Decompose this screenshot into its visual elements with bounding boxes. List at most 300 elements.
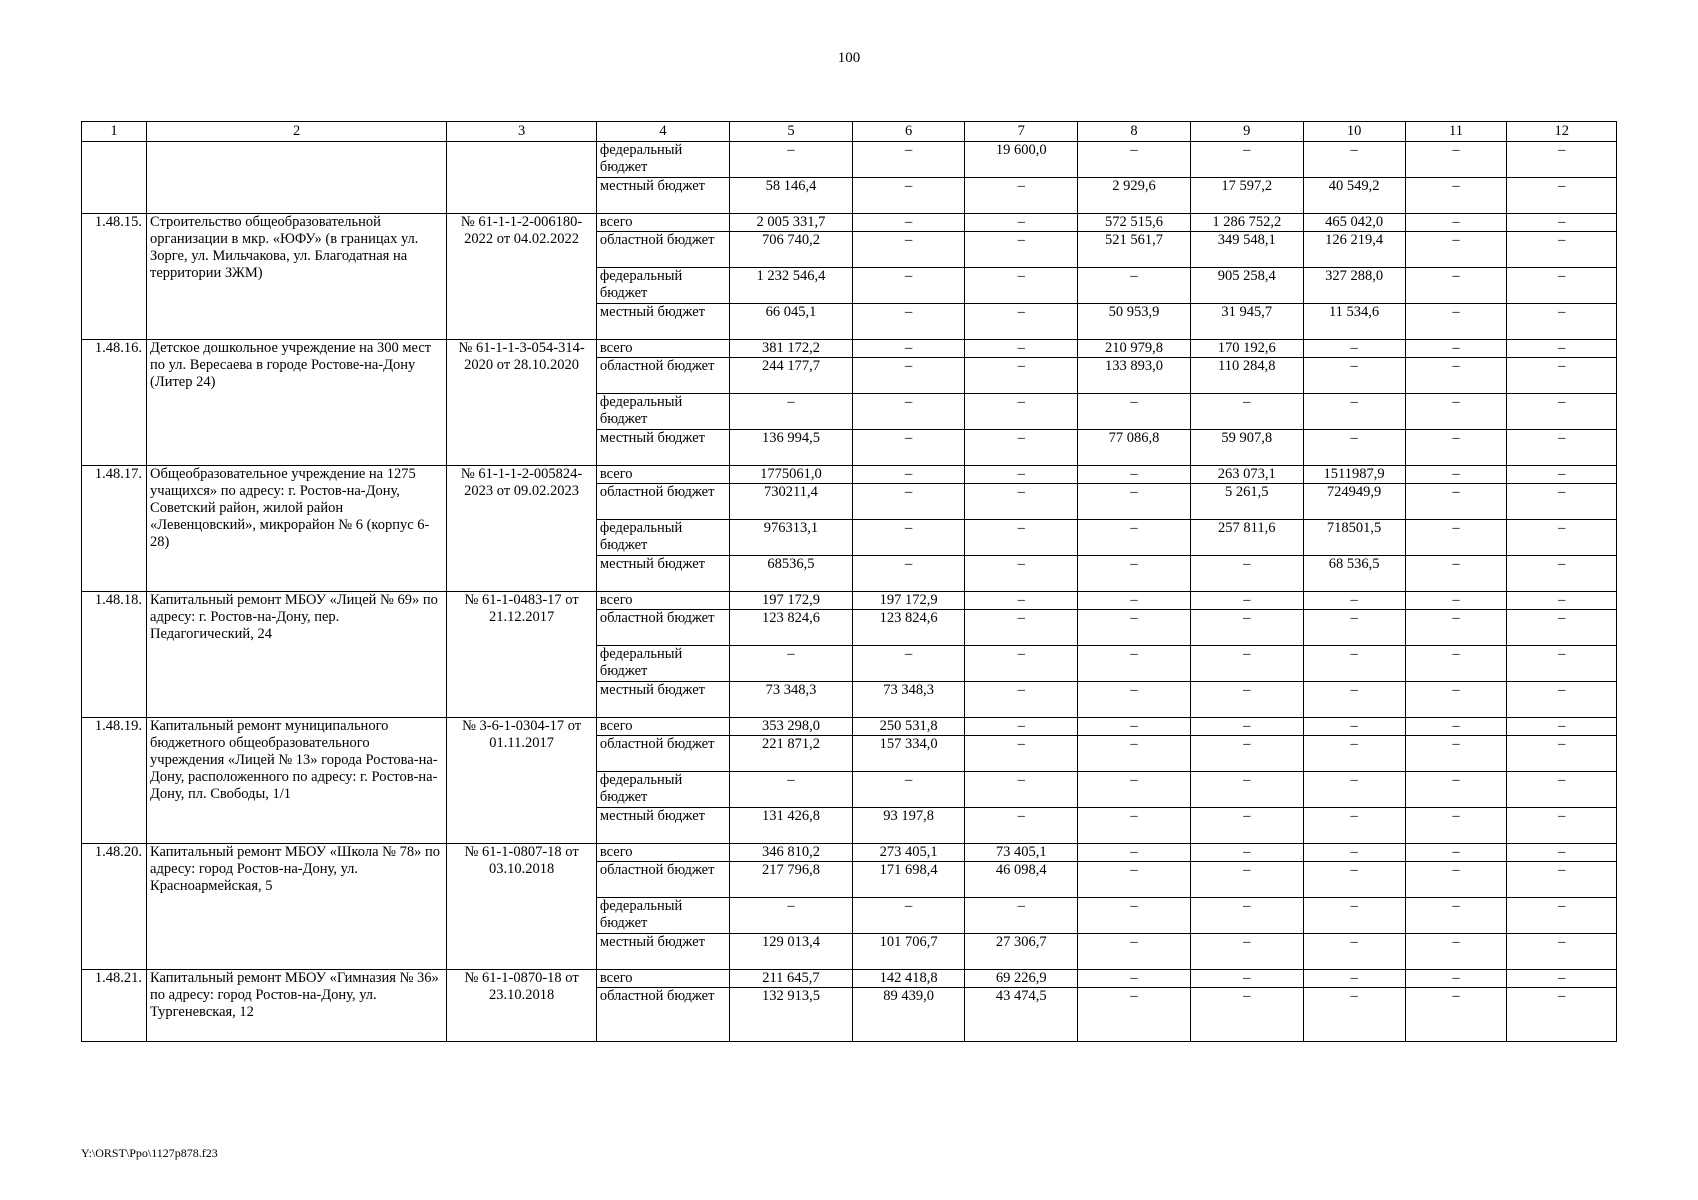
- funding-source: местный бюджет: [596, 304, 729, 340]
- value-cell: –: [965, 178, 1078, 214]
- value-cell: –: [1507, 844, 1617, 862]
- value-cell: –: [1078, 718, 1191, 736]
- value-cell: –: [1078, 484, 1191, 520]
- value-cell: 27 306,7: [965, 934, 1078, 970]
- document-number: № 61-1-1-3-054-314-2020 от 28.10.2020: [447, 340, 597, 466]
- value-cell: –: [852, 178, 965, 214]
- value-cell: –: [1190, 646, 1303, 682]
- value-cell: –: [965, 268, 1078, 304]
- value-cell: –: [1303, 340, 1405, 358]
- value-cell: 110 284,8: [1190, 358, 1303, 394]
- column-number: 12: [1507, 122, 1617, 142]
- budget-table: [81, 121, 1617, 1042]
- value-cell: 170 192,6: [1190, 340, 1303, 358]
- value-cell: –: [1303, 394, 1405, 430]
- value-cell: 171 698,4: [852, 862, 965, 898]
- value-cell: –: [1405, 808, 1507, 844]
- value-cell: –: [1405, 430, 1507, 466]
- value-cell: –: [1078, 934, 1191, 970]
- value-cell: 31 945,7: [1190, 304, 1303, 340]
- value-cell: –: [1405, 772, 1507, 808]
- item-number: 1.48.21.: [82, 970, 147, 1042]
- value-cell: 1775061,0: [730, 466, 852, 484]
- table-row: [82, 718, 1617, 736]
- value-cell: –: [1190, 556, 1303, 592]
- value-cell: –: [965, 484, 1078, 520]
- value-cell: –: [1078, 682, 1191, 718]
- value-cell: 43 474,5: [965, 988, 1078, 1042]
- value-cell: 718501,5: [1303, 520, 1405, 556]
- column-number: 4: [596, 122, 729, 142]
- funding-source: местный бюджет: [596, 934, 729, 970]
- value-cell: 349 548,1: [1190, 232, 1303, 268]
- value-cell: –: [1303, 430, 1405, 466]
- value-cell: –: [965, 358, 1078, 394]
- column-number: 7: [965, 122, 1078, 142]
- value-cell: –: [1507, 970, 1617, 988]
- funding-source: федеральный бюджет: [596, 394, 729, 430]
- value-cell: –: [1405, 934, 1507, 970]
- value-cell: –: [1190, 610, 1303, 646]
- value-cell: –: [1190, 736, 1303, 772]
- funding-source: федеральный бюджет: [596, 898, 729, 934]
- value-cell: –: [1190, 142, 1303, 178]
- value-cell: –: [1507, 394, 1617, 430]
- item-number: 1.48.15.: [82, 214, 147, 340]
- value-cell: –: [1405, 682, 1507, 718]
- value-cell: –: [1405, 520, 1507, 556]
- object-name: Общеобразовательное учреждение на 1275 учащихся» по адресу: г. Ростов-на-Дону, Советский район, жилой район «Левенцовский», микрорайон № 6 (корпус 6-28): [147, 466, 447, 592]
- value-cell: 250 531,8: [852, 718, 965, 736]
- value-cell: –: [965, 898, 1078, 934]
- document-number: № 61-1-0807-18 от 03.10.2018: [447, 844, 597, 970]
- column-number: 8: [1078, 122, 1191, 142]
- value-cell: –: [1190, 988, 1303, 1042]
- value-cell: –: [1507, 772, 1617, 808]
- value-cell: –: [1507, 556, 1617, 592]
- value-cell: 19 600,0: [965, 142, 1078, 178]
- value-cell: 58 146,4: [730, 178, 852, 214]
- value-cell: –: [1507, 142, 1617, 178]
- object-name: Строительство общеобразовательной организации в мкр. «ЮФУ» (в границах ул. Зорге, ул. Мильчакова, ул. Благодатная на территории ЗЖМ): [147, 214, 447, 340]
- value-cell: –: [1507, 592, 1617, 610]
- value-cell: –: [852, 358, 965, 394]
- empty-cell: [82, 142, 147, 214]
- value-cell: 465 042,0: [1303, 214, 1405, 232]
- value-cell: –: [1405, 862, 1507, 898]
- value-cell: 346 810,2: [730, 844, 852, 862]
- value-cell: 706 740,2: [730, 232, 852, 268]
- value-cell: –: [1190, 394, 1303, 430]
- value-cell: –: [1507, 304, 1617, 340]
- value-cell: –: [965, 556, 1078, 592]
- value-cell: –: [1405, 358, 1507, 394]
- value-cell: 521 561,7: [1078, 232, 1191, 268]
- table-row: [82, 214, 1617, 232]
- value-cell: –: [1405, 484, 1507, 520]
- value-cell: –: [1190, 808, 1303, 844]
- value-cell: –: [965, 430, 1078, 466]
- column-number: 1: [82, 122, 147, 142]
- value-cell: 142 418,8: [852, 970, 965, 988]
- value-cell: –: [965, 610, 1078, 646]
- value-cell: 17 597,2: [1190, 178, 1303, 214]
- funding-source: областной бюджет: [596, 988, 729, 1042]
- column-number: 10: [1303, 122, 1405, 142]
- value-cell: 381 172,2: [730, 340, 852, 358]
- value-cell: –: [1507, 340, 1617, 358]
- value-cell: 133 893,0: [1078, 358, 1191, 394]
- value-cell: –: [1405, 556, 1507, 592]
- value-cell: –: [1190, 898, 1303, 934]
- value-cell: –: [1405, 232, 1507, 268]
- funding-source: федеральный бюджет: [596, 268, 729, 304]
- item-number: 1.48.18.: [82, 592, 147, 718]
- value-cell: –: [852, 466, 965, 484]
- value-cell: 77 086,8: [1078, 430, 1191, 466]
- value-cell: 11 534,6: [1303, 304, 1405, 340]
- value-cell: –: [1405, 592, 1507, 610]
- value-cell: 2 929,6: [1078, 178, 1191, 214]
- value-cell: –: [1405, 718, 1507, 736]
- value-cell: –: [1303, 718, 1405, 736]
- value-cell: –: [1078, 556, 1191, 592]
- value-cell: –: [1303, 646, 1405, 682]
- page-number: 100: [837, 50, 861, 66]
- value-cell: –: [1405, 610, 1507, 646]
- value-cell: –: [852, 520, 965, 556]
- object-name: Капитальный ремонт МБОУ «Гимназия № 36» по адресу: город Ростов-на-Дону, ул. Тургеневская, 12: [147, 970, 447, 1042]
- value-cell: –: [852, 142, 965, 178]
- value-cell: –: [1190, 682, 1303, 718]
- value-cell: 89 439,0: [852, 988, 965, 1042]
- item-number: 1.48.19.: [82, 718, 147, 844]
- table-row: [82, 142, 1617, 178]
- value-cell: –: [1405, 988, 1507, 1042]
- funding-source: федеральный бюджет: [596, 646, 729, 682]
- value-cell: –: [1507, 736, 1617, 772]
- document-number: № 61-1-1-2-006180-2022 от 04.02.2022: [447, 214, 597, 340]
- value-cell: –: [1078, 844, 1191, 862]
- funding-source: областной бюджет: [596, 610, 729, 646]
- column-number: 3: [447, 122, 597, 142]
- value-cell: –: [1078, 970, 1191, 988]
- value-cell: 730211,4: [730, 484, 852, 520]
- value-cell: 976313,1: [730, 520, 852, 556]
- funding-source: местный бюджет: [596, 178, 729, 214]
- value-cell: –: [1078, 466, 1191, 484]
- value-cell: –: [1507, 232, 1617, 268]
- value-cell: 69 226,9: [965, 970, 1078, 988]
- value-cell: –: [1507, 268, 1617, 304]
- funding-source: всего: [596, 340, 729, 358]
- value-cell: 131 426,8: [730, 808, 852, 844]
- value-cell: –: [1078, 808, 1191, 844]
- value-cell: 244 177,7: [730, 358, 852, 394]
- value-cell: –: [852, 232, 965, 268]
- value-cell: –: [1303, 142, 1405, 178]
- funding-source: областной бюджет: [596, 736, 729, 772]
- value-cell: 353 298,0: [730, 718, 852, 736]
- value-cell: –: [1405, 394, 1507, 430]
- column-number: 2: [147, 122, 447, 142]
- value-cell: –: [1405, 340, 1507, 358]
- item-number: 1.48.17.: [82, 466, 147, 592]
- empty-cell: [147, 142, 447, 214]
- value-cell: –: [852, 304, 965, 340]
- value-cell: 5 261,5: [1190, 484, 1303, 520]
- funding-source: всего: [596, 466, 729, 484]
- value-cell: –: [852, 430, 965, 466]
- value-cell: –: [1303, 682, 1405, 718]
- document-number: № 61-1-1-2-005824-2023 от 09.02.2023: [447, 466, 597, 592]
- value-cell: –: [1507, 988, 1617, 1042]
- value-cell: –: [1190, 970, 1303, 988]
- value-cell: –: [1303, 898, 1405, 934]
- funding-source: федеральный бюджет: [596, 520, 729, 556]
- value-cell: –: [965, 340, 1078, 358]
- value-cell: –: [852, 898, 965, 934]
- value-cell: 273 405,1: [852, 844, 965, 862]
- value-cell: –: [965, 718, 1078, 736]
- value-cell: –: [1303, 610, 1405, 646]
- value-cell: 1 232 546,4: [730, 268, 852, 304]
- value-cell: –: [965, 394, 1078, 430]
- funding-source: всего: [596, 214, 729, 232]
- document-number: № 61-1-0870-18 от 23.10.2018: [447, 970, 597, 1042]
- document-number: № 61-1-0483-17 от 21.12.2017: [447, 592, 597, 718]
- value-cell: –: [1405, 304, 1507, 340]
- value-cell: –: [1507, 718, 1617, 736]
- value-cell: 572 515,6: [1078, 214, 1191, 232]
- funding-source: областной бюджет: [596, 484, 729, 520]
- value-cell: –: [1405, 178, 1507, 214]
- value-cell: 217 796,8: [730, 862, 852, 898]
- funding-source: областной бюджет: [596, 232, 729, 268]
- value-cell: 40 549,2: [1303, 178, 1405, 214]
- value-cell: –: [1078, 898, 1191, 934]
- value-cell: 327 288,0: [1303, 268, 1405, 304]
- funding-source: областной бюджет: [596, 358, 729, 394]
- value-cell: –: [1078, 772, 1191, 808]
- funding-source: всего: [596, 718, 729, 736]
- table-row: [82, 970, 1617, 988]
- column-number: 5: [730, 122, 852, 142]
- value-cell: –: [965, 304, 1078, 340]
- value-cell: –: [965, 592, 1078, 610]
- value-cell: –: [1303, 862, 1405, 898]
- value-cell: –: [730, 646, 852, 682]
- value-cell: –: [1303, 808, 1405, 844]
- value-cell: –: [1303, 970, 1405, 988]
- value-cell: –: [1405, 214, 1507, 232]
- funding-source: местный бюджет: [596, 808, 729, 844]
- value-cell: –: [1078, 736, 1191, 772]
- value-cell: 210 979,8: [1078, 340, 1191, 358]
- table-row: [82, 466, 1617, 484]
- value-cell: 68 536,5: [1303, 556, 1405, 592]
- value-cell: –: [965, 808, 1078, 844]
- table-row: [82, 592, 1617, 610]
- value-cell: –: [1190, 592, 1303, 610]
- value-cell: 73 348,3: [852, 682, 965, 718]
- value-cell: –: [730, 142, 852, 178]
- footer-file-path: Y:\ORST\Ppo\1127p878.f23: [81, 1146, 218, 1160]
- value-cell: –: [1507, 610, 1617, 646]
- funding-source: местный бюджет: [596, 556, 729, 592]
- value-cell: –: [1190, 718, 1303, 736]
- value-cell: 157 334,0: [852, 736, 965, 772]
- column-number: 6: [852, 122, 965, 142]
- value-cell: –: [1507, 898, 1617, 934]
- value-cell: –: [852, 646, 965, 682]
- column-number: 9: [1190, 122, 1303, 142]
- value-cell: –: [965, 214, 1078, 232]
- value-cell: 132 913,5: [730, 988, 852, 1042]
- object-name: Капитальный ремонт МБОУ «Школа № 78» по адресу: город Ростов-на-Дону, ул. Красноармейская, 5: [147, 844, 447, 970]
- value-cell: –: [965, 736, 1078, 772]
- value-cell: –: [852, 214, 965, 232]
- value-cell: 197 172,9: [852, 592, 965, 610]
- value-cell: –: [965, 772, 1078, 808]
- column-number-row: [82, 122, 1617, 142]
- value-cell: 136 994,5: [730, 430, 852, 466]
- value-cell: –: [1507, 934, 1617, 970]
- value-cell: –: [1190, 772, 1303, 808]
- value-cell: –: [1078, 988, 1191, 1042]
- value-cell: –: [1507, 646, 1617, 682]
- value-cell: 101 706,7: [852, 934, 965, 970]
- funding-source: всего: [596, 970, 729, 988]
- value-cell: –: [1507, 682, 1617, 718]
- value-cell: –: [1405, 142, 1507, 178]
- value-cell: –: [1078, 268, 1191, 304]
- value-cell: –: [1303, 934, 1405, 970]
- funding-source: федеральный бюджет: [596, 142, 729, 178]
- value-cell: –: [1303, 988, 1405, 1042]
- table-row: [82, 340, 1617, 358]
- item-number: 1.48.16.: [82, 340, 147, 466]
- value-cell: 73 348,3: [730, 682, 852, 718]
- value-cell: –: [965, 682, 1078, 718]
- table-row: [82, 844, 1617, 862]
- value-cell: –: [1405, 736, 1507, 772]
- value-cell: –: [852, 556, 965, 592]
- value-cell: 905 258,4: [1190, 268, 1303, 304]
- empty-cell: [447, 142, 597, 214]
- value-cell: 211 645,7: [730, 970, 852, 988]
- document-number: № 3-6-1-0304-17 от 01.11.2017: [447, 718, 597, 844]
- value-cell: 724949,9: [1303, 484, 1405, 520]
- value-cell: –: [1507, 520, 1617, 556]
- value-cell: 197 172,9: [730, 592, 852, 610]
- value-cell: 46 098,4: [965, 862, 1078, 898]
- value-cell: –: [1303, 772, 1405, 808]
- value-cell: 50 953,9: [1078, 304, 1191, 340]
- value-cell: –: [965, 520, 1078, 556]
- value-cell: 66 045,1: [730, 304, 852, 340]
- value-cell: –: [1078, 646, 1191, 682]
- value-cell: 126 219,4: [1303, 232, 1405, 268]
- value-cell: –: [852, 772, 965, 808]
- value-cell: –: [1078, 520, 1191, 556]
- value-cell: –: [730, 772, 852, 808]
- value-cell: 1 286 752,2: [1190, 214, 1303, 232]
- value-cell: 257 811,6: [1190, 520, 1303, 556]
- funding-source: местный бюджет: [596, 430, 729, 466]
- value-cell: –: [1303, 592, 1405, 610]
- value-cell: –: [1405, 268, 1507, 304]
- value-cell: –: [1405, 898, 1507, 934]
- value-cell: –: [852, 268, 965, 304]
- value-cell: 59 907,8: [1190, 430, 1303, 466]
- funding-source: федеральный бюджет: [596, 772, 729, 808]
- value-cell: –: [1303, 736, 1405, 772]
- value-cell: –: [1405, 646, 1507, 682]
- value-cell: 2 005 331,7: [730, 214, 852, 232]
- value-cell: 123 824,6: [852, 610, 965, 646]
- value-cell: –: [1507, 808, 1617, 844]
- value-cell: –: [852, 394, 965, 430]
- funding-source: областной бюджет: [596, 862, 729, 898]
- column-number: 11: [1405, 122, 1507, 142]
- value-cell: –: [1078, 394, 1191, 430]
- value-cell: 263 073,1: [1190, 466, 1303, 484]
- value-cell: –: [1190, 934, 1303, 970]
- value-cell: –: [1078, 862, 1191, 898]
- value-cell: 68536,5: [730, 556, 852, 592]
- funding-source: местный бюджет: [596, 682, 729, 718]
- item-number: 1.48.20.: [82, 844, 147, 970]
- value-cell: –: [1507, 178, 1617, 214]
- value-cell: 93 197,8: [852, 808, 965, 844]
- value-cell: 129 013,4: [730, 934, 852, 970]
- object-name: Капитальный ремонт муниципального бюджетного общеобразовательного учреждения «Лицей № 13» города Ростова-на-Дону, расположенного по адресу: г. Ростов-на-Дону, пл. Свободы, 1/1: [147, 718, 447, 844]
- value-cell: 221 871,2: [730, 736, 852, 772]
- value-cell: –: [1507, 214, 1617, 232]
- value-cell: –: [1303, 844, 1405, 862]
- value-cell: –: [1507, 358, 1617, 394]
- value-cell: –: [730, 898, 852, 934]
- value-cell: –: [730, 394, 852, 430]
- value-cell: –: [965, 232, 1078, 268]
- funding-source: всего: [596, 592, 729, 610]
- value-cell: –: [1507, 484, 1617, 520]
- value-cell: 73 405,1: [965, 844, 1078, 862]
- object-name: Детское дошкольное учреждение на 300 мест по ул. Вересаева в городе Ростове-на-Дону (Литер 24): [147, 340, 447, 466]
- value-cell: –: [1078, 610, 1191, 646]
- value-cell: 123 824,6: [730, 610, 852, 646]
- value-cell: –: [1507, 862, 1617, 898]
- value-cell: –: [1078, 142, 1191, 178]
- object-name: Капитальный ремонт МБОУ «Лицей № 69» по адресу: г. Ростов-на-Дону, пер. Педагогический, 24: [147, 592, 447, 718]
- value-cell: –: [965, 646, 1078, 682]
- value-cell: –: [1405, 466, 1507, 484]
- value-cell: –: [1405, 970, 1507, 988]
- value-cell: –: [1507, 430, 1617, 466]
- value-cell: –: [1405, 844, 1507, 862]
- value-cell: –: [965, 466, 1078, 484]
- value-cell: 1511987,9: [1303, 466, 1405, 484]
- value-cell: –: [1190, 862, 1303, 898]
- value-cell: –: [1507, 466, 1617, 484]
- value-cell: –: [1078, 592, 1191, 610]
- funding-source: всего: [596, 844, 729, 862]
- value-cell: –: [1303, 358, 1405, 394]
- value-cell: –: [852, 340, 965, 358]
- value-cell: –: [1190, 844, 1303, 862]
- value-cell: –: [852, 484, 965, 520]
